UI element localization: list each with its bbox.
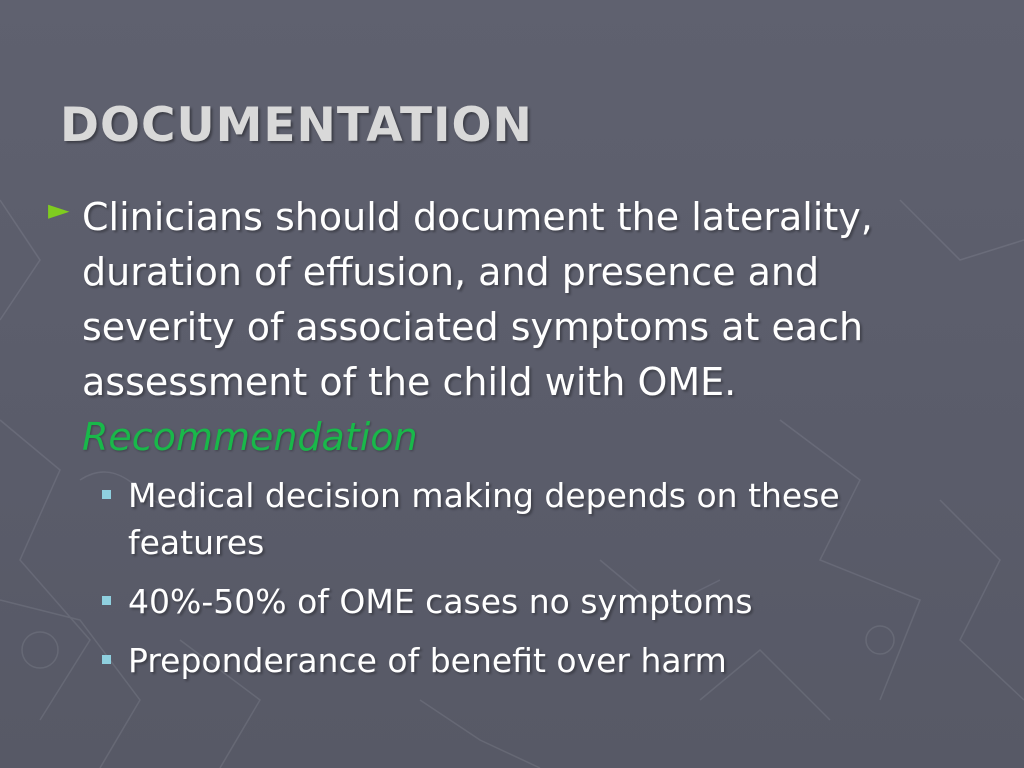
- square-bullet-icon: [102, 596, 111, 605]
- sub-bullet-item: [100, 637, 920, 684]
- sub-bullet-text: 40%-50% of OME cases no symptoms: [128, 582, 753, 621]
- sub-bullet-text: Medical decision making depends on these features: [128, 476, 840, 562]
- main-bullet: [48, 190, 948, 465]
- sub-bullet-item: [100, 472, 920, 566]
- sub-bullet-text: Preponderance of benefit over harm: [128, 641, 727, 680]
- square-bullet-icon: [102, 655, 111, 664]
- slide-title: DOCUMENTATION: [60, 98, 533, 153]
- right-triangle-arrow-icon: ►: [48, 193, 70, 226]
- sub-bullet-list: [100, 472, 920, 696]
- square-bullet-icon: [102, 490, 111, 499]
- main-bullet-text-block: [82, 190, 922, 465]
- recommendation-label: Recommendation: [82, 415, 418, 459]
- sub-bullet-item: [100, 578, 920, 625]
- main-bullet-text: Clinicians should document the laterality, duration of effusion, and presence and severity of associated symptoms at each assessment of the child with OME.: [82, 195, 873, 404]
